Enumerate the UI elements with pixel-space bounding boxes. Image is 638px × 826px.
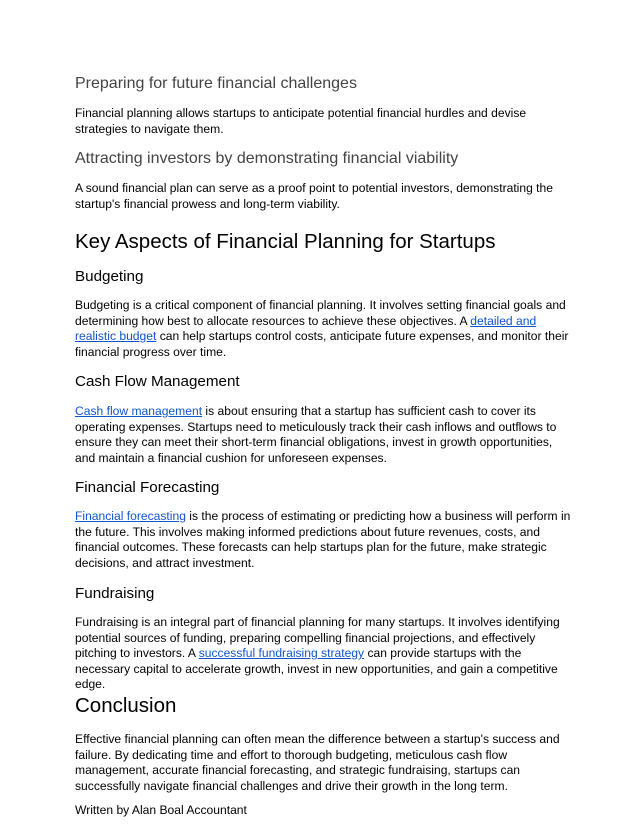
paragraph-future-challenges: Financial planning allows startups to anticipate potential financial hurdles and devise strategies to navigate them. [75, 106, 527, 136]
paragraph-attracting-investors: A sound financial plan can serve as a proof point to potential investors, demonstrating the startup's financial prowess and long-term viability. [75, 181, 553, 211]
paragraph-conclusion: Effective financial planning can often mean the difference between a startup's success and failure. By dedicating time and effort to thorough budgeting, meticulous cash flow management, accurate financial forecasting, and strategic fundraising, startups can successfully navigate financial challenges and drive their growth in the long term. [75, 732, 560, 793]
cash-flow-text: is about ensuring that a startup has sufficient cash to cover its operating expenses. Startups need to meticulously track their cash inflows and outflows to ensure they can meet their short-term financial obligations, invest in growth opportunities, and maintain a financial cushion for unforeseen expenses. [75, 404, 557, 465]
forecasting-text: is the process of estimating or predicting how a business will perform in the future. This involves making informed predictions about future revenues, costs, and financial outcomes. These forecasts can help startups plan for the future, make strategic decisions, and attract investment. [75, 509, 571, 570]
heading-forecasting: Financial Forecasting [75, 479, 220, 496]
link-detailed-budget[interactable]: detailed and realistic budget [75, 313, 537, 343]
fundraising-text-end: can provide startups with the necessary capital to accelerate growth, invest in new opportunities, and gain a competitive edge. [75, 646, 558, 691]
link-financial-forecasting[interactable]: Financial forecasting [75, 509, 186, 523]
heading-budgeting: Budgeting [75, 268, 144, 285]
heading-future-challenges: Preparing for future financial challenges [75, 75, 357, 92]
heading-key-aspects: Key Aspects of Financial Planning for Startups [75, 230, 496, 253]
paragraph-cash-flow [75, 404, 575, 466]
budgeting-text-end: can help startups control costs, anticipate future expenses, and monitor their financial progress over time. [75, 329, 569, 359]
heading-cash-flow: Cash Flow Management [75, 373, 240, 390]
link-cash-flow-management[interactable]: Cash flow management [75, 404, 203, 418]
fundraising-text-start: Fundraising is an integral part of financial planning for many startups. It involves identifying potential sources of funding, preparing compelling financial projections, and effectively pitching to investors. A [75, 615, 560, 660]
paragraph-budgeting [75, 298, 575, 360]
link-fundraising-strategy[interactable]: successful fundraising strategy [198, 646, 365, 660]
heading-fundraising: Fundraising [75, 585, 155, 602]
byline: Written by Alan Boal Accountant [75, 803, 247, 817]
paragraph-fundraising [75, 615, 575, 693]
heading-attracting-investors: Attracting investors by demonstrating financial viability [75, 150, 459, 167]
heading-conclusion: Conclusion [75, 694, 177, 717]
budgeting-text-start: Budgeting is a critical component of financial planning. It involves setting financial goals and determining how best to allocate resources to achieve these objectives. A [75, 298, 566, 328]
paragraph-forecasting [75, 509, 575, 571]
